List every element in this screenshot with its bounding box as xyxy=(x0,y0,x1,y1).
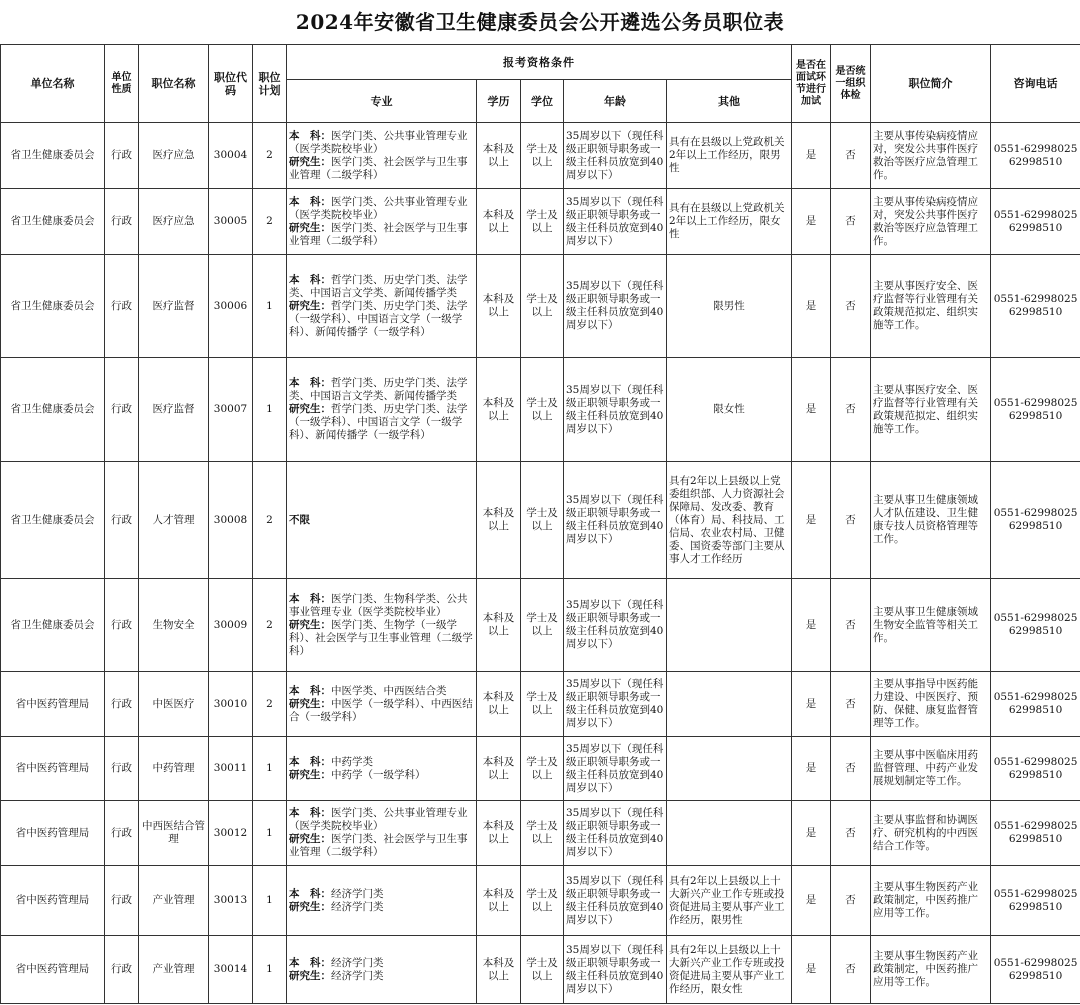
major-grad-text: 经济学门类 xyxy=(331,969,384,982)
phone-number: 0551-62998025 xyxy=(993,887,1078,900)
age-cell: 35周岁以下（现任科级正职领导职务或一级主任科员放宽到40周岁以下） xyxy=(564,189,667,255)
major-undergrad-line xyxy=(289,756,474,769)
interview-cell: 是 xyxy=(792,123,831,189)
phone-number: 62998510 xyxy=(1008,833,1063,845)
table-row xyxy=(1,672,1080,737)
phone-number: 0551-62998025 xyxy=(993,507,1078,519)
major-cell xyxy=(287,255,477,358)
phone-number: 62998510 xyxy=(1008,900,1063,913)
major-cell xyxy=(287,866,477,936)
interview-cell: 是 xyxy=(792,189,831,255)
degree-cell: 学士及以上 xyxy=(521,801,564,866)
phone-cell xyxy=(991,462,1080,579)
major-undergrad-label: 本 科： xyxy=(289,195,331,208)
unit-nature-cell: 行政 xyxy=(105,255,139,358)
major-grad-text: 医学门类、社会医学与卫生事业管理（二级学科） xyxy=(289,833,468,858)
position-name-cell: 医疗监督 xyxy=(139,255,209,358)
position-plan-cell: 2 xyxy=(253,462,287,579)
interview-cell: 是 xyxy=(792,936,831,1004)
intro-cell: 主要从事卫生健康领域人才队伍建设、卫生健康专技人员资格管理等工作。 xyxy=(871,462,991,579)
position-plan-cell: 2 xyxy=(253,579,287,672)
position-name-cell: 产业管理 xyxy=(139,866,209,936)
intro-cell: 主要从事传染病疫情应对，突发公共事件医疗救治等医疗应急管理工作。 xyxy=(871,123,991,189)
degree-cell: 学士及以上 xyxy=(521,737,564,801)
position-plan-cell: 1 xyxy=(253,801,287,866)
exam-cell: 否 xyxy=(831,801,871,866)
position-code-cell: 30004 xyxy=(209,123,253,189)
unit-nature-cell: 行政 xyxy=(105,737,139,801)
phone-number: 62998510 xyxy=(1008,155,1063,168)
unit-nature-cell: 行政 xyxy=(105,801,139,866)
major-undergrad-line xyxy=(289,807,474,833)
other-cell xyxy=(667,737,792,801)
phone-number: 62998510 xyxy=(1008,221,1063,234)
phone-cell xyxy=(991,737,1080,801)
other-cell xyxy=(667,579,792,672)
header-conditions: 报考资格条件 xyxy=(287,45,792,80)
header-exam: 是否统一组织体检 xyxy=(831,45,871,123)
exam-cell: 否 xyxy=(831,737,871,801)
major-grad-line xyxy=(289,833,474,859)
intro-cell: 主要从事生物医药产业政策制定，中医药推广应用等工作。 xyxy=(871,936,991,1004)
major-cell xyxy=(287,123,477,189)
position-name-cell: 中西医结合管理 xyxy=(139,801,209,866)
major-grad-label: 研究生： xyxy=(289,768,331,781)
position-code-cell: 30005 xyxy=(209,189,253,255)
phone-number: 0551-62998025 xyxy=(993,142,1078,155)
unit-name-cell: 省中医药管理局 xyxy=(1,866,105,936)
major-grad-label: 研究生： xyxy=(289,155,331,168)
table-row xyxy=(1,462,1080,579)
unit-nature-cell: 行政 xyxy=(105,866,139,936)
education-cell: 本科及以上 xyxy=(477,866,521,936)
major-grad-label: 研究生： xyxy=(289,833,331,845)
major-undergrad-text: 中药学类 xyxy=(331,755,373,768)
position-plan-cell: 1 xyxy=(253,255,287,358)
major-grad-text: 中医学（一级学科）、中西医结合（一级学科） xyxy=(289,697,473,723)
major-grad-label: 研究生： xyxy=(289,221,331,234)
unit-name-cell: 省卫生健康委员会 xyxy=(1,462,105,579)
education-cell: 本科及以上 xyxy=(477,123,521,189)
degree-cell: 学士及以上 xyxy=(521,866,564,936)
table-row xyxy=(1,358,1080,462)
age-cell: 35周岁以下（现任科级正职领导职务或一级主任科员放宽到40周岁以下） xyxy=(564,936,667,1004)
major-grad-text: 哲学门类、历史学门类、法学（一级学科）、中国语言文学（一级学科）、新闻传播学（一级学科） xyxy=(289,403,468,441)
phone-number: 62998510 xyxy=(1008,520,1063,532)
unit-name-cell: 省卫生健康委员会 xyxy=(1,123,105,189)
major-grad-line xyxy=(289,970,474,983)
major-undergrad-line xyxy=(289,377,474,403)
header-code: 职位代码 xyxy=(209,45,253,123)
exam-cell: 否 xyxy=(831,579,871,672)
phone-number: 0551-62998025 xyxy=(993,396,1078,409)
age-cell: 35周岁以下（现任科级正职领导职务或一级主任科员放宽到40周岁以下） xyxy=(564,801,667,866)
position-name-cell: 人才管理 xyxy=(139,462,209,579)
table-row xyxy=(1,801,1080,866)
interview-cell: 是 xyxy=(792,672,831,737)
position-plan-cell: 2 xyxy=(253,123,287,189)
major-cell xyxy=(287,737,477,801)
position-name-cell: 医疗应急 xyxy=(139,123,209,189)
major-cell xyxy=(287,936,477,1004)
other-cell: 具有在县级以上党政机关2年以上工作经历，限男性 xyxy=(667,123,792,189)
major-undergrad-label: 本 科： xyxy=(289,755,331,768)
major-grad-text: 哲学门类、历史学门类、法学（一级学科）、中国语言文学（一级学科）、新闻传播学（一级学科） xyxy=(289,299,468,338)
exam-cell: 否 xyxy=(831,672,871,737)
exam-cell: 否 xyxy=(831,358,871,462)
unit-name-cell: 省卫生健康委员会 xyxy=(1,579,105,672)
major-grad-label: 研究生： xyxy=(289,403,331,415)
phone-number: 0551-62998025 xyxy=(993,691,1078,703)
unit-nature-cell: 行政 xyxy=(105,123,139,189)
major-undergrad-line xyxy=(289,957,474,970)
unit-name-cell: 省中医药管理局 xyxy=(1,737,105,801)
major-undergrad-label: 本 科： xyxy=(289,887,331,900)
education-cell: 本科及以上 xyxy=(477,737,521,801)
degree-cell: 学士及以上 xyxy=(521,936,564,1004)
unit-nature-cell: 行政 xyxy=(105,189,139,255)
major-grad-line xyxy=(289,156,474,182)
header-phone: 咨询电话 xyxy=(991,45,1080,123)
major-undergrad-line xyxy=(289,130,474,156)
position-plan-cell: 1 xyxy=(253,936,287,1004)
phone-cell xyxy=(991,672,1080,737)
positions-table xyxy=(0,44,1080,1004)
age-cell: 35周岁以下（现任科级正职领导职务或一级主任科员放宽到40周岁以下） xyxy=(564,672,667,737)
major-grad-line xyxy=(289,222,474,248)
major-cell xyxy=(287,462,477,579)
unit-name-cell: 省卫生健康委员会 xyxy=(1,189,105,255)
major-grad-label: 研究生： xyxy=(289,969,331,982)
education-cell: 本科及以上 xyxy=(477,462,521,579)
position-code-cell: 30007 xyxy=(209,358,253,462)
other-cell: 限女性 xyxy=(667,358,792,462)
phone-number: 0551-62998025 xyxy=(993,293,1078,305)
major-undergrad-text: 医学门类、公共事业管理专业（医学类院校毕业） xyxy=(289,195,468,221)
other-cell: 具有2年以上县级以上党委组织部、人力资源社会保障局、发改委、教育（体育）局、科技局、工信局、农业农村局、卫健委、国资委等部门主要从事人才工作经历 xyxy=(667,462,792,579)
major-grad-label: 研究生： xyxy=(289,900,331,913)
phone-number: 62998510 xyxy=(1008,306,1063,318)
phone-number: 62998510 xyxy=(1008,768,1063,781)
education-cell: 本科及以上 xyxy=(477,936,521,1004)
phone-number: 0551-62998025 xyxy=(993,755,1078,768)
major-undergrad-line xyxy=(289,196,474,222)
education-cell: 本科及以上 xyxy=(477,189,521,255)
position-plan-cell: 2 xyxy=(253,189,287,255)
position-plan-cell: 2 xyxy=(253,672,287,737)
table-row xyxy=(1,123,1080,189)
education-cell: 本科及以上 xyxy=(477,255,521,358)
table-body xyxy=(1,123,1080,1004)
major-cell xyxy=(287,672,477,737)
table-row xyxy=(1,737,1080,801)
unit-name-cell: 省中医药管理局 xyxy=(1,936,105,1004)
header-interview: 是否在面试环节进行加试 xyxy=(792,45,831,123)
major-grad-label: 研究生： xyxy=(289,697,331,710)
other-cell xyxy=(667,801,792,866)
degree-cell: 学士及以上 xyxy=(521,189,564,255)
interview-cell: 是 xyxy=(792,737,831,801)
intro-cell: 主要从事医疗安全、医疗监督等行业管理有关政策规范拟定、组织实施等工作。 xyxy=(871,255,991,358)
table-row xyxy=(1,866,1080,936)
major-undergrad-text: 经济学门类 xyxy=(331,887,384,900)
position-code-cell: 30006 xyxy=(209,255,253,358)
age-cell: 35周岁以下（现任科级正职领导职务或一级主任科员放宽到40周岁以下） xyxy=(564,123,667,189)
header-major: 专业 xyxy=(287,80,477,123)
major-grad-line xyxy=(289,619,474,658)
major-undergrad-label: 本 科： xyxy=(289,273,331,286)
unit-name-cell: 省卫生健康委员会 xyxy=(1,358,105,462)
education-cell: 本科及以上 xyxy=(477,579,521,672)
phone-cell xyxy=(991,189,1080,255)
interview-cell: 是 xyxy=(792,579,831,672)
degree-cell: 学士及以上 xyxy=(521,672,564,737)
age-cell: 35周岁以下（现任科级正职领导职务或一级主任科员放宽到40周岁以下） xyxy=(564,866,667,936)
header-position: 职位名称 xyxy=(139,45,209,123)
unit-nature-cell: 行政 xyxy=(105,358,139,462)
other-cell: 限男性 xyxy=(667,255,792,358)
table-row xyxy=(1,189,1080,255)
degree-cell: 学士及以上 xyxy=(521,358,564,462)
phone-number: 0551-62998025 xyxy=(993,820,1078,832)
phone-number: 0551-62998025 xyxy=(993,956,1078,969)
major-text: 不限 xyxy=(289,513,310,526)
interview-cell: 是 xyxy=(792,801,831,866)
intro-cell: 主要从事生物医药产业政策制定，中医药推广应用等工作。 xyxy=(871,866,991,936)
major-undergrad-text: 中医学类、中西医结合类 xyxy=(331,684,447,697)
major-grad-label: 研究生： xyxy=(289,299,331,312)
unit-nature-cell: 行政 xyxy=(105,579,139,672)
unit-name-cell: 省卫生健康委员会 xyxy=(1,255,105,358)
interview-cell: 是 xyxy=(792,358,831,462)
major-undergrad-line xyxy=(289,685,474,698)
position-code-cell: 30010 xyxy=(209,672,253,737)
unit-nature-cell: 行政 xyxy=(105,672,139,737)
major-cell xyxy=(287,801,477,866)
major-grad-line xyxy=(289,901,474,914)
age-cell: 35周岁以下（现任科级正职领导职务或一级主任科员放宽到40周岁以下） xyxy=(564,358,667,462)
unit-nature-cell: 行政 xyxy=(105,936,139,1004)
header-edu: 学历 xyxy=(477,80,521,123)
phone-number: 0551-62998025 xyxy=(993,208,1078,221)
major-undergrad-text: 医学门类、生物科学类、公共事业管理专业（医学类院校毕业） xyxy=(289,592,468,618)
education-cell: 本科及以上 xyxy=(477,358,521,462)
unit-nature-cell: 行政 xyxy=(105,462,139,579)
position-plan-cell: 1 xyxy=(253,866,287,936)
major-undergrad-label: 本 科： xyxy=(289,807,331,819)
phone-cell xyxy=(991,255,1080,358)
other-cell: 具有2年以上县级以上十大新兴产业工作专班或投资促进局主要从事产业工作经历，限男性 xyxy=(667,866,792,936)
interview-cell: 是 xyxy=(792,866,831,936)
header-nature: 单位性质 xyxy=(105,45,139,123)
table-row xyxy=(1,936,1080,1004)
phone-cell xyxy=(991,936,1080,1004)
position-code-cell: 30009 xyxy=(209,579,253,672)
major-grad-text: 医学门类、社会医学与卫生事业管理（二级学科） xyxy=(289,221,468,247)
other-cell: 具有2年以上县级以上十大新兴产业工作专班或投资促进局主要从事产业工作经历，限女性 xyxy=(667,936,792,1004)
exam-cell: 否 xyxy=(831,936,871,1004)
position-name-cell: 医疗应急 xyxy=(139,189,209,255)
exam-cell: 否 xyxy=(831,189,871,255)
position-name-cell: 中医医疗 xyxy=(139,672,209,737)
intro-cell: 主要从事医疗安全、医疗监督等行业管理有关政策规范拟定、组织实施等工作。 xyxy=(871,358,991,462)
position-plan-cell: 1 xyxy=(253,737,287,801)
phone-number: 62998510 xyxy=(1008,969,1063,982)
position-plan-cell: 1 xyxy=(253,358,287,462)
major-grad-text: 医学门类、生物学（一级学科）、社会医学与卫生事业管理（二级学科） xyxy=(289,618,473,657)
position-name-cell: 中药管理 xyxy=(139,737,209,801)
header-age: 年龄 xyxy=(564,80,667,123)
page-title: 2024年安徽省卫生健康委员会公开遴选公务员职位表 xyxy=(295,10,785,34)
header-other: 其他 xyxy=(667,80,792,123)
exam-cell: 否 xyxy=(831,123,871,189)
major-grad-line xyxy=(289,698,474,724)
position-code-cell: 30011 xyxy=(209,737,253,801)
major-grad-label: 研究生： xyxy=(289,618,331,631)
education-cell: 本科及以上 xyxy=(477,672,521,737)
phone-cell xyxy=(991,866,1080,936)
major-undergrad-text: 哲学门类、历史学门类、法学类、中国语言文学类、新闻传播学类 xyxy=(289,377,468,402)
phone-number: 62998510 xyxy=(1008,625,1063,637)
intro-cell: 主要从事传染病疫情应对，突发公共事件医疗救治等医疗应急管理工作。 xyxy=(871,189,991,255)
position-code-cell: 30013 xyxy=(209,866,253,936)
major-cell xyxy=(287,579,477,672)
phone-cell xyxy=(991,579,1080,672)
major-undergrad-label: 本 科： xyxy=(289,684,331,697)
intro-cell: 主要从事卫生健康领域生物安全监管等相关工作。 xyxy=(871,579,991,672)
header-unit: 单位名称 xyxy=(1,45,105,123)
major-undergrad-label: 本 科： xyxy=(289,129,331,142)
other-cell xyxy=(667,672,792,737)
interview-cell: 是 xyxy=(792,255,831,358)
phone-cell xyxy=(991,123,1080,189)
position-code-cell: 30014 xyxy=(209,936,253,1004)
degree-cell: 学士及以上 xyxy=(521,462,564,579)
header-intro: 职位简介 xyxy=(871,45,991,123)
header-degree: 学位 xyxy=(521,80,564,123)
table-row xyxy=(1,579,1080,672)
major-undergrad-label: 本 科： xyxy=(289,377,331,389)
unit-name-cell: 省中医药管理局 xyxy=(1,672,105,737)
position-name-cell: 医疗监督 xyxy=(139,358,209,462)
phone-number: 62998510 xyxy=(1008,409,1063,422)
major-undergrad-text: 医学门类、公共事业管理专业（医学类院校毕业） xyxy=(289,129,468,155)
intro-cell: 主要从事中医临床用药监督管理、中药产业发展规划制定等工作。 xyxy=(871,737,991,801)
position-code-cell: 30012 xyxy=(209,801,253,866)
phone-cell xyxy=(991,801,1080,866)
major-grad-line xyxy=(289,769,474,782)
major-grad-line xyxy=(289,300,474,339)
major-undergrad-text: 哲学门类、历史学门类、法学类、中国语言文学类、新闻传播学类 xyxy=(289,273,468,299)
intro-cell: 主要从事指导中医药能力建设、中医医疗、预防、保健、康复监督管理等工作。 xyxy=(871,672,991,737)
degree-cell: 学士及以上 xyxy=(521,123,564,189)
unit-name-cell: 省中医药管理局 xyxy=(1,801,105,866)
exam-cell: 否 xyxy=(831,255,871,358)
phone-cell xyxy=(991,358,1080,462)
position-code-cell: 30008 xyxy=(209,462,253,579)
exam-cell: 否 xyxy=(831,462,871,579)
age-cell: 35周岁以下（现任科级正职领导职务或一级主任科员放宽到40周岁以下） xyxy=(564,579,667,672)
table-row xyxy=(1,255,1080,358)
exam-cell: 否 xyxy=(831,866,871,936)
major-grad-text: 医学门类、社会医学与卫生事业管理（二级学科） xyxy=(289,155,468,181)
header-plan: 职位计划 xyxy=(253,45,287,123)
major-grad-text: 中药学（一级学科） xyxy=(331,768,426,781)
position-name-cell: 生物安全 xyxy=(139,579,209,672)
major-cell xyxy=(287,358,477,462)
interview-cell: 是 xyxy=(792,462,831,579)
major-undergrad-text: 经济学门类 xyxy=(331,956,384,969)
age-cell: 35周岁以下（现任科级正职领导职务或一级主任科员放宽到40周岁以下） xyxy=(564,255,667,358)
major-cell xyxy=(287,189,477,255)
position-name-cell: 产业管理 xyxy=(139,936,209,1004)
major-undergrad-line xyxy=(289,888,474,901)
major-undergrad-line xyxy=(289,274,474,300)
major-undergrad-label: 本 科： xyxy=(289,592,331,605)
age-cell: 35周岁以下（现任科级正职领导职务或一级主任科员放宽到40周岁以下） xyxy=(564,462,667,579)
other-cell: 具有在县级以上党政机关2年以上工作经历，限女性 xyxy=(667,189,792,255)
phone-number: 62998510 xyxy=(1008,704,1063,716)
education-cell: 本科及以上 xyxy=(477,801,521,866)
major-grad-line xyxy=(289,403,474,442)
phone-number: 0551-62998025 xyxy=(993,612,1078,624)
major-undergrad-line xyxy=(289,593,474,619)
age-cell: 35周岁以下（现任科级正职领导职务或一级主任科员放宽到40周岁以下） xyxy=(564,737,667,801)
major-undergrad-label: 本 科： xyxy=(289,956,331,969)
degree-cell: 学士及以上 xyxy=(521,255,564,358)
major-grad-text: 经济学门类 xyxy=(331,900,384,913)
major-undergrad-text: 医学门类、公共事业管理专业（医学类院校毕业） xyxy=(289,807,468,832)
intro-cell: 主要从事监督和协调医疗、研究机构的中西医结合工作等。 xyxy=(871,801,991,866)
degree-cell: 学士及以上 xyxy=(521,579,564,672)
